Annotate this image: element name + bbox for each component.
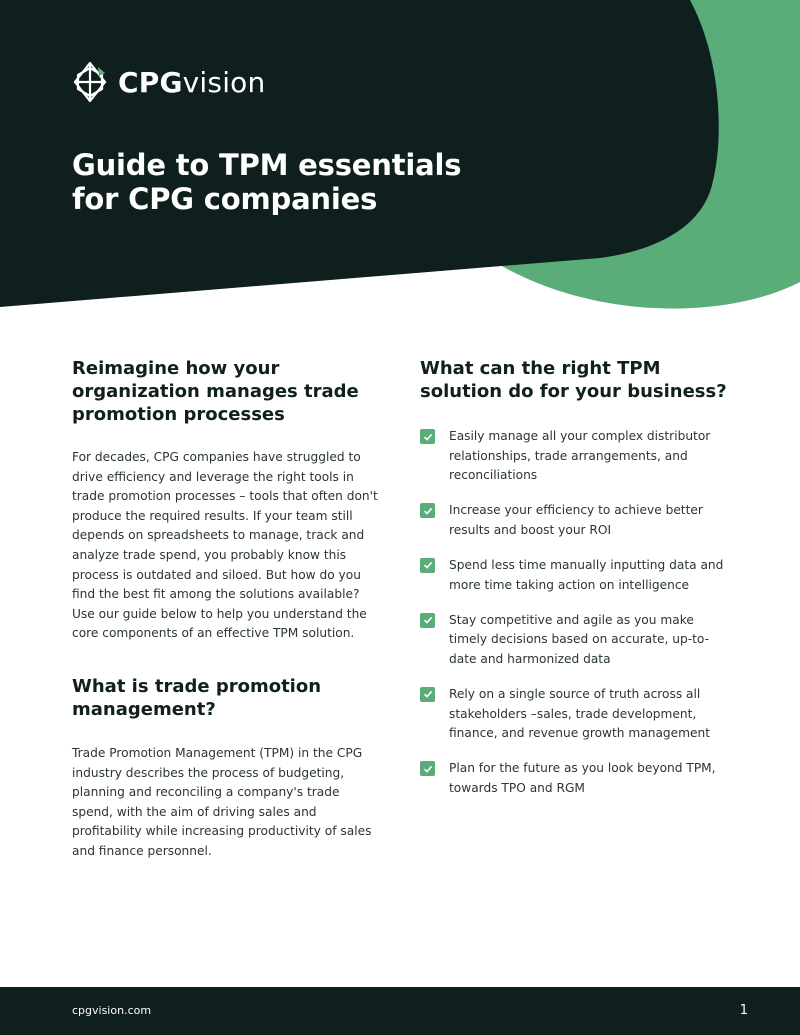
right-column: [420, 357, 730, 814]
checkbox-checked-icon: [420, 503, 435, 518]
footer-website-link[interactable]: cpgvision.com: [72, 1004, 152, 1017]
footer: [0, 987, 800, 1035]
checkbox-checked-icon: [420, 687, 435, 702]
benefit-text: Plan for the future as you look beyond TPM, towards TPO and RGM: [449, 761, 716, 795]
benefit-text: Easily manage all your complex distributor relationships, trade arrangements, and reconciliations: [449, 429, 711, 483]
section-body-reimagine: For decades, CPG companies have struggled to drive efficiency and leverage the right tools in trade promotion processes – tools that often don't produce the required results. If your team still depends on spreadsheets to manage, track and analyze trade spend, you probably know this process is outdated and siloed. But how do you find the best fit among the solutions available? Use our guide below to help you understand the core components of an effective TPM solution.: [72, 450, 378, 641]
page-title-line-2: for CPG companies: [72, 182, 378, 216]
brand-name-light: vision: [182, 65, 266, 99]
checkbox-checked-icon: [420, 429, 435, 444]
page-title: [72, 148, 492, 216]
cpgvision-logo-mark-icon: [70, 62, 110, 102]
benefit-text: Increase your efficiency to achieve better results and boost your ROI: [449, 503, 703, 537]
benefit-item: [420, 427, 730, 486]
page-number: 1: [739, 1003, 748, 1018]
brand-name: [118, 66, 265, 99]
brand-logo[interactable]: [70, 62, 265, 102]
benefit-text: Stay competitive and agile as you make timely decisions based on accurate, up-to-date and harmonized data: [449, 612, 710, 666]
left-column: [72, 357, 382, 862]
benefit-text: Rely on a single source of truth across all stakeholders –sales, trade development, finance, and revenue growth management: [449, 686, 711, 741]
section-heading-benefits: What can the right TPM solution do for your business?: [420, 358, 727, 402]
section-heading-reimagine: Reimagine how your organization manages trade promotion processes: [72, 358, 359, 425]
benefits-list: [420, 427, 730, 798]
page-title-line-1: Guide to TPM essentials: [72, 148, 462, 182]
checkbox-checked-icon: [420, 613, 435, 628]
benefit-item: [420, 501, 730, 540]
checkbox-checked-icon: [420, 761, 435, 776]
benefit-item: [420, 556, 730, 595]
benefit-text: Spend less time manually inputting data and more time taking action on intelligence: [449, 557, 724, 592]
benefit-item: [420, 759, 730, 798]
checkbox-checked-icon: [420, 558, 435, 573]
brand-name-bold: CPG: [118, 65, 183, 99]
benefit-item: [420, 685, 730, 744]
section-body-what-is-tpm: Trade Promotion Management (TPM) in the CPG industry describes the process of budgeting, planning and reconciling a company's trade spend, with the aim of driving sales and profitability while increasing productivity of sales and finance personnel.: [72, 745, 372, 858]
benefit-item: [420, 611, 730, 670]
section-heading-what-is-tpm: What is trade promotion management?: [72, 675, 322, 720]
